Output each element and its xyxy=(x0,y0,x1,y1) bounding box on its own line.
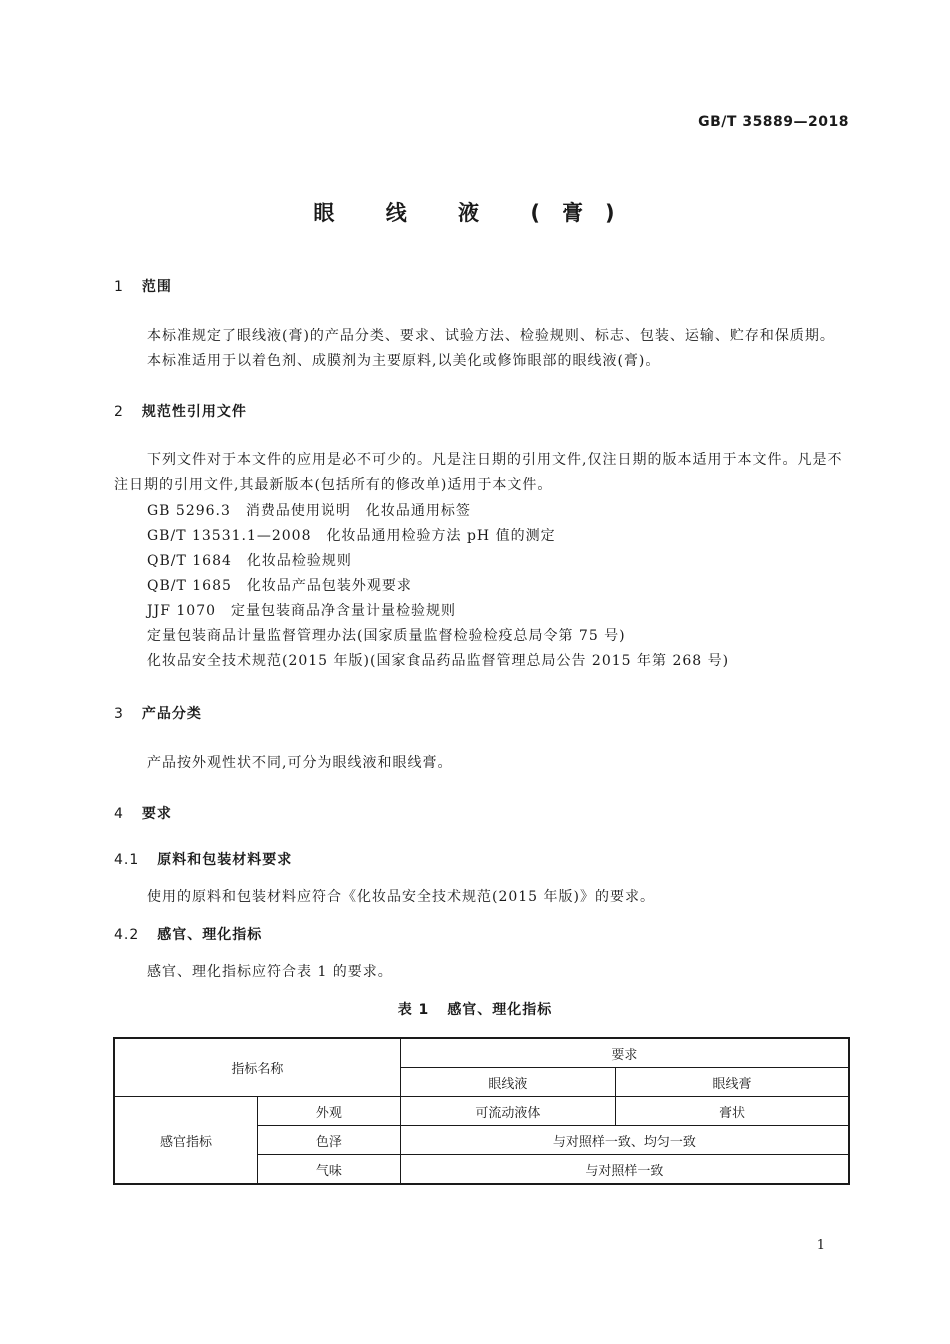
table-caption xyxy=(0,999,950,1019)
paragraph: 使用的原料和包装材料应符合《化妆品安全技术规范(2015 年版)》的要求。 xyxy=(147,889,656,905)
section-1-heading xyxy=(114,276,172,296)
section-number: 3 xyxy=(114,706,124,722)
section-4-heading xyxy=(114,803,172,823)
row-item: 色泽 xyxy=(258,1126,401,1155)
reference-item: GB 5296.3 消费品使用说明 化妆品通用标签 xyxy=(147,503,471,519)
reference-item: QB/T 1685 化妆品产品包装外观要求 xyxy=(147,578,412,594)
table-row xyxy=(114,1097,849,1126)
reference-item: JJF 1070 定量包装商品净含量计量检验规则 xyxy=(147,603,457,619)
section-3-heading xyxy=(114,703,202,723)
paragraph: 感官、理化指标应符合表 1 的要求。 xyxy=(147,964,393,980)
table-number: 表 1 xyxy=(397,1002,430,1018)
row-cream-value: 膏状 xyxy=(616,1097,849,1126)
paragraph: 本标准规定了眼线液(膏)的产品分类、要求、试验方法、检验规则、标志、包装、运输、贮存和保质期。 xyxy=(147,328,835,344)
paragraph: 本标准适用于以着色剂、成膜剂为主要原料,以美化或修饰眼部的眼线液(膏)。 xyxy=(147,353,661,369)
section-number: 4 xyxy=(114,806,124,822)
standard-code: GB/T 35889—2018 xyxy=(698,114,849,130)
section-2-heading xyxy=(114,401,247,421)
section-number: 2 xyxy=(114,404,124,420)
section-title: 范围 xyxy=(141,279,172,295)
header-indicator-name: 指标名称 xyxy=(114,1038,400,1097)
table-title: 感官、理化指标 xyxy=(447,1002,553,1018)
page-number: 1 xyxy=(816,1238,825,1253)
row-liquid-value: 可流动液体 xyxy=(400,1097,615,1126)
section-number: 1 xyxy=(114,279,124,295)
table-header-row xyxy=(114,1038,849,1068)
spec-table xyxy=(113,1037,850,1185)
group-sensory: 感官指标 xyxy=(114,1097,258,1185)
paragraph: 下列文件对于本文件的应用是必不可少的。凡是注日期的引用文件,仅注日期的版本适用于本文件。凡是不注日期的引用文件,其最新版本(包括所有的修改单)适用于本文件。 xyxy=(114,452,843,493)
section-number: 4.2 xyxy=(114,927,140,943)
row-shared-value: 与对照样一致、均匀一致 xyxy=(400,1126,849,1155)
header-eyeliner-cream: 眼线膏 xyxy=(616,1068,849,1097)
section-title: 要求 xyxy=(141,806,172,822)
section-title: 感官、理化指标 xyxy=(157,927,263,943)
header-requirement: 要求 xyxy=(400,1038,849,1068)
section-title: 产品分类 xyxy=(141,706,202,722)
header-eyeliner-liquid: 眼线液 xyxy=(400,1068,615,1097)
row-shared-value: 与对照样一致 xyxy=(400,1155,849,1185)
document-title: 眼 线 液 (膏) xyxy=(313,201,637,225)
reference-item: 定量包装商品计量监督管理办法(国家质量监督检验检疫总局令第 75 号) xyxy=(147,628,626,644)
section-number: 4.1 xyxy=(114,852,140,868)
reference-item: QB/T 1684 化妆品检验规则 xyxy=(147,553,352,569)
reference-item: 化妆品安全技术规范(2015 年版)(国家食品药品监督管理总局公告 2015 年第 268 号) xyxy=(147,653,730,669)
section-4-1-heading xyxy=(114,849,292,869)
section-title: 原料和包装材料要求 xyxy=(157,852,293,868)
section-4-2-heading xyxy=(114,924,262,944)
section-title: 规范性引用文件 xyxy=(141,404,247,420)
row-item: 外观 xyxy=(258,1097,401,1126)
paragraph: 产品按外观性状不同,可分为眼线液和眼线膏。 xyxy=(147,755,453,771)
reference-item: GB/T 13531.1—2008 化妆品通用检验方法 pH 值的测定 xyxy=(147,528,556,544)
row-item: 气味 xyxy=(258,1155,401,1185)
